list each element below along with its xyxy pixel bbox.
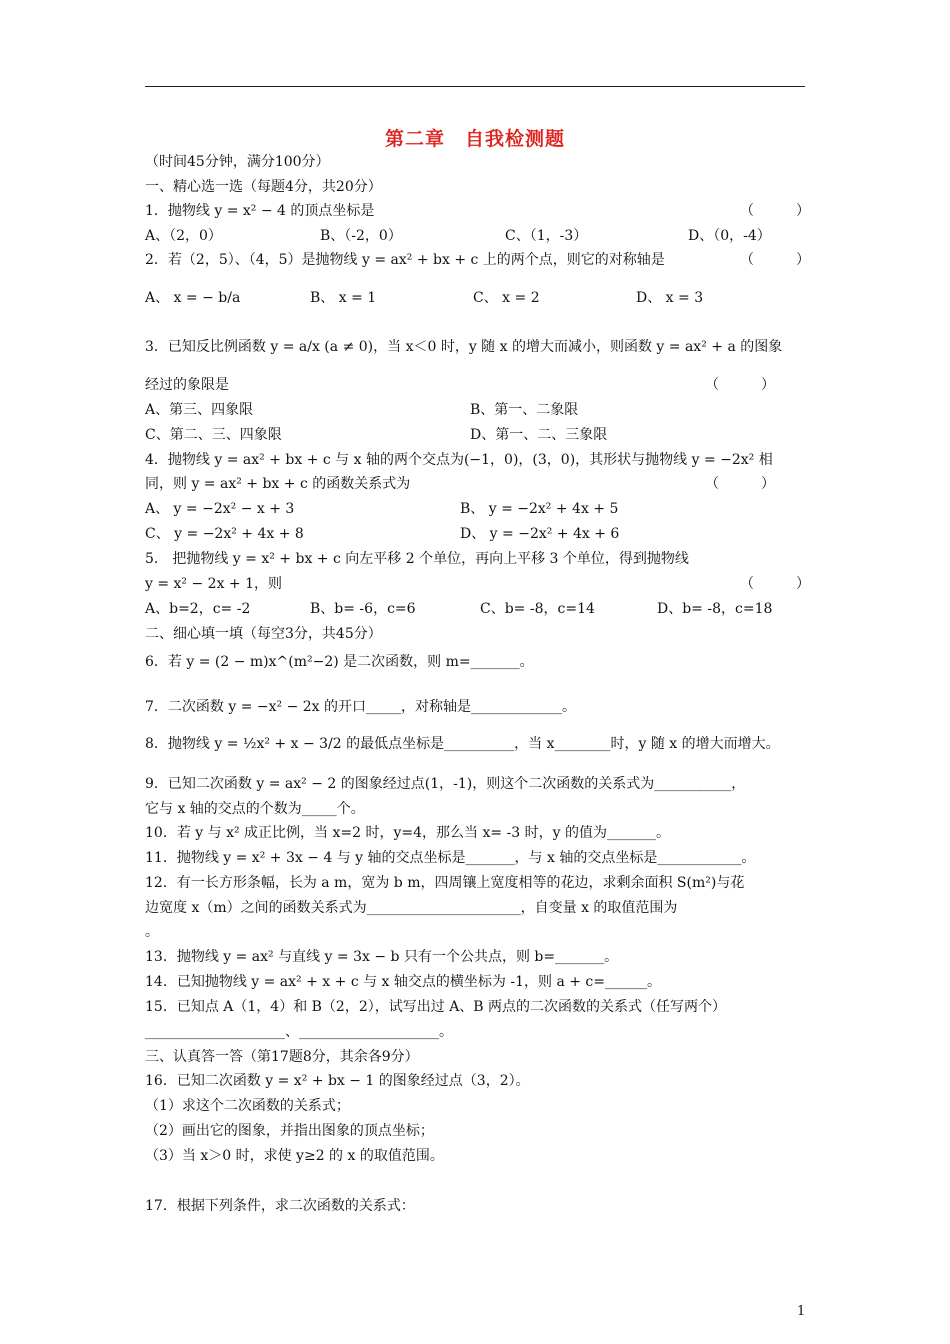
question-11: 11．抛物线 y = x² + 3x − 4 与 y 轴的交点坐标是_______，与 x 轴的交点坐标是____________。 (145, 850, 756, 866)
question-9-cont: 它与 x 轴的交点的个数为_____个。 (145, 801, 365, 817)
question-4-bracket: （ ） (705, 476, 775, 492)
question-6: 6．若 y = (2 − m)x^(m²−2) 是二次函数，则 m=_______。 (145, 654, 534, 670)
question-3-bracket: （ ） (705, 377, 775, 393)
header-rule (145, 86, 805, 87)
question-10: 10．若 y 与 x² 成正比例，当 x=2 时，y=4，那么当 x= -3 时，y 的值为_______。 (145, 825, 670, 841)
q2-option-a: A、 x = − b/a (145, 290, 241, 306)
question-12-end: 。 (145, 924, 159, 940)
q1-option-d: D、（0，-4） (688, 228, 771, 244)
q3-option-c: C、第二、三、四象限 (145, 427, 282, 443)
q1-option-c: C、（1，-3） (505, 228, 588, 244)
q1-option-b: B、（-2，0） (320, 228, 402, 244)
q4-option-a: A、 y = −2x² − x + 3 (145, 501, 295, 517)
question-15: 15．已知点 A（1，4）和 B（2，2），试写出过 A、B 两点的二次函数的关系式（任写两个） (145, 999, 727, 1015)
question-13: 13．抛物线 y = ax² 与直线 y = 3x − b 只有一个公共点，则 b=_______。 (145, 949, 619, 965)
question-12: 12．有一长方形条幅，长为 a m，宽为 b m，四周镶上宽度相等的花边，求剩余面积 S(m²)与花 (145, 875, 745, 891)
q4-option-b: B、 y = −2x² + 4x + 5 (460, 501, 619, 517)
question-1-bracket: （ ） (740, 203, 810, 219)
question-16-part-2: （2）画出它的图象，并指出图象的顶点坐标； (145, 1123, 434, 1139)
question-4: 4．抛物线 y = ax² + bx + c 与 x 轴的两个交点为(−1，0)，(3，0)，其形状与抛物线 y = −2x² 相 (145, 452, 773, 468)
q2-option-c: C、 x = 2 (473, 290, 540, 306)
q4-option-c: C、 y = −2x² + 4x + 8 (145, 526, 304, 542)
q5-option-d: D、b= -8，c=18 (657, 601, 773, 617)
question-2-bracket: （ ） (740, 252, 810, 268)
q4-option-d: D、 y = −2x² + 4x + 6 (460, 526, 620, 542)
q2-option-b: B、 x = 1 (310, 290, 377, 306)
question-14: 14．已知抛物线 y = ax² + x + c 与 x 轴交点的横坐标为 -1，则 a + c=______。 (145, 974, 661, 990)
q3-option-b: B、第一、二象限 (470, 402, 579, 418)
question-7: 7．二次函数 y = −x² − 2x 的开口_____，对称轴是_____________。 (145, 699, 577, 715)
question-15-blanks: ____________________、____________________。 (145, 1024, 453, 1040)
question-8: 8．抛物线 y = ½x² + x − 3/2 的最低点坐标是__________，当 x________时，y 随 x 的增大而增大。 (145, 736, 780, 752)
question-16: 16．已知二次函数 y = x² + bx − 1 的图象经过点（3，2）。 (145, 1073, 530, 1089)
q5-option-b: B、b= -6，c=6 (310, 601, 416, 617)
question-2: 2．若（2，5）、（4，5）是抛物线 y = ax² + bx + c 上的两个点，则它的对称轴是 (145, 252, 665, 268)
question-16-part-1: （1）求这个二次函数的关系式； (145, 1098, 350, 1114)
section-3-heading: 三、认真答一答（第17题8分，其余各9分） (145, 1049, 419, 1065)
q5-option-c: C、b= -8，c=14 (480, 601, 595, 617)
page-number: 1 (797, 1304, 806, 1319)
question-5-bracket: （ ） (740, 576, 810, 592)
q1-option-a: A、（2，0） (145, 228, 222, 244)
question-3-cont: 经过的象限是 (145, 377, 229, 393)
question-4-cont: 同，则 y = ax² + bx + c 的函数关系式为 (145, 476, 411, 492)
q2-option-d: D、 x = 3 (636, 290, 704, 306)
question-16-part-3: （3）当 x＞0 时，求使 y≥2 的 x 的取值范围。 (145, 1148, 444, 1164)
section-2-heading: 二、细心填一填（每空3分，共45分） (145, 626, 382, 642)
question-5: 5． 把抛物线 y = x² + bx + c 向左平移 2 个单位，再向上平移 3 个单位，得到抛物线 (145, 551, 689, 567)
question-9: 9．已知二次函数 y = ax² − 2 的图象经过点(1，-1)，则这个二次函数的关系式为___________， (145, 776, 746, 792)
q3-option-d: D、第一、二、三象限 (470, 427, 608, 443)
section-1-heading: 一、精心选一选（每题4分，共20分） (145, 179, 382, 195)
q3-option-a: A、第三、四象限 (145, 402, 254, 418)
question-17: 17．根据下列条件，求二次函数的关系式： (145, 1198, 415, 1214)
time-note: （时间45分钟，满分100分） (145, 154, 330, 170)
question-12-cont: 边宽度 x（m）之间的函数关系式为______________________，自变量 x 的取值范围为 (145, 900, 678, 916)
question-1: 1．抛物线 y = x² − 4 的顶点坐标是 (145, 203, 375, 219)
question-5-cont: y = x² − 2x + 1，则 (145, 576, 283, 592)
q5-option-a: A、b=2，c= -2 (145, 601, 251, 617)
page-title: 第二章 自我检测题 (384, 128, 565, 150)
question-3: 3．已知反比例函数 y = a/x (a ≠ 0)，当 x＜0 时，y 随 x 的增大而减小，则函数 y = ax² + a 的图象 (145, 339, 783, 355)
